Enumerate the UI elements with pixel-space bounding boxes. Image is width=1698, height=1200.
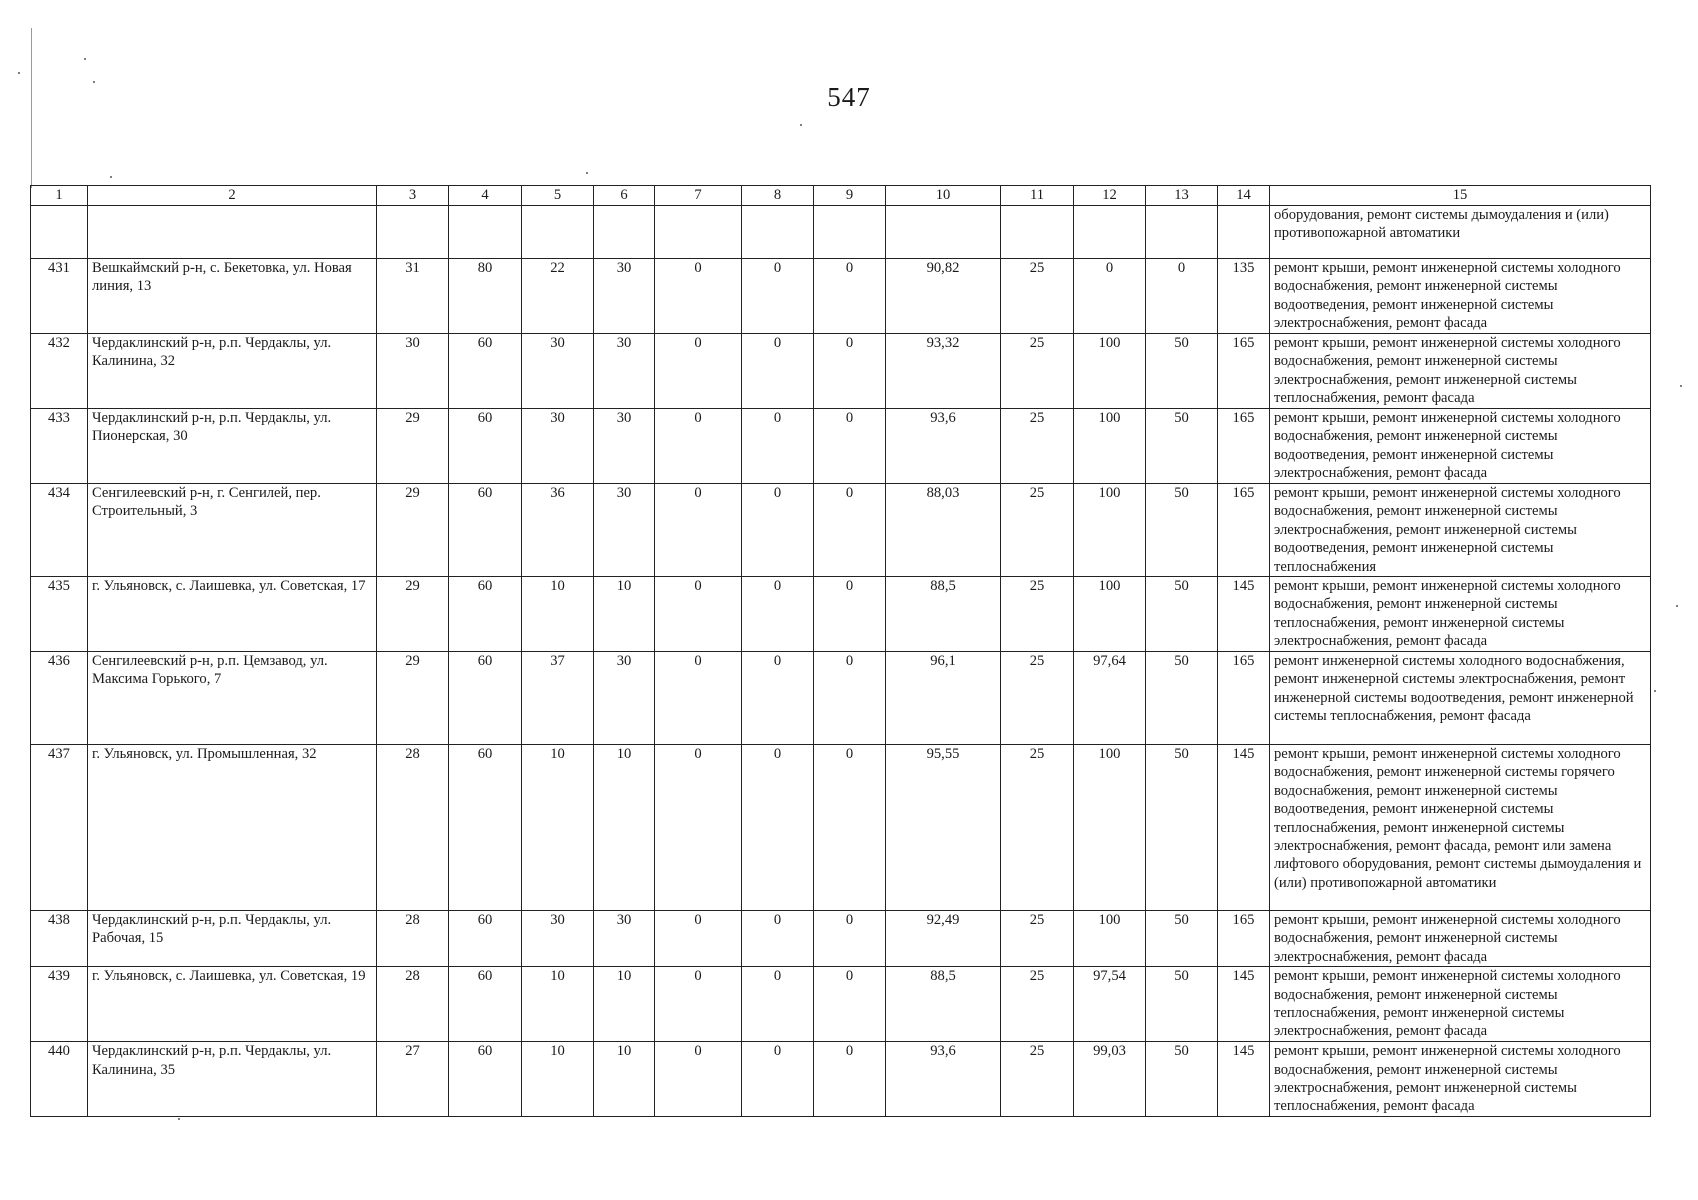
- scan-speck: [1654, 690, 1656, 692]
- value-cell-11: 25: [1001, 334, 1074, 409]
- value-cell-10: 92,49: [886, 911, 1001, 967]
- value-cell-9: 0: [814, 409, 886, 484]
- value-cell-12: 100: [1074, 334, 1146, 409]
- table-row: [31, 409, 1651, 484]
- value-cell-10: 93,32: [886, 334, 1001, 409]
- value-cell-6: 30: [594, 652, 655, 745]
- column-header: 8: [742, 186, 814, 206]
- value-cell-9: 0: [814, 577, 886, 652]
- repair-register-table: [30, 185, 1651, 1117]
- address-cell: Сенгилеевский р-н, г. Сенгилей, пер. Строительный, 3: [88, 484, 377, 577]
- column-header: 5: [522, 186, 594, 206]
- value-cell-9: 0: [814, 911, 886, 967]
- column-header: 9: [814, 186, 886, 206]
- table-row: [31, 484, 1651, 577]
- value-cell-4: 60: [449, 745, 522, 911]
- value-cell-12: 99,03: [1074, 1042, 1146, 1117]
- value-cell-11: 25: [1001, 577, 1074, 652]
- value-cell-4: 60: [449, 911, 522, 967]
- value-cell-6: 10: [594, 967, 655, 1042]
- value-cell-8: 0: [742, 334, 814, 409]
- value-cell-10: 93,6: [886, 1042, 1001, 1117]
- table-row: [31, 911, 1651, 967]
- repair-works-cell: ремонт крыши, ремонт инженерной системы холодного водоснабжения, ремонт инженерной системы водоотведения, ремонт инженерной системы электроснабжения, ремонт фасада: [1270, 259, 1651, 334]
- value-cell-10: 95,55: [886, 745, 1001, 911]
- value-cell-5: 10: [522, 967, 594, 1042]
- value-cell-11: 25: [1001, 911, 1074, 967]
- value-cell-5: 10: [522, 577, 594, 652]
- value-cell-9: 0: [814, 259, 886, 334]
- scan-speck: [800, 124, 802, 126]
- value-cell-12: 100: [1074, 409, 1146, 484]
- scan-speck: [1676, 605, 1678, 607]
- value-cell-13: 50: [1146, 911, 1218, 967]
- value-cell-14: 165: [1218, 652, 1270, 745]
- empty-cell: [886, 206, 1001, 259]
- value-cell-13: 50: [1146, 745, 1218, 911]
- value-cell-9: 0: [814, 745, 886, 911]
- works-continuation-cell: оборудования, ремонт системы дымоудаления и (или) противопожарной автоматики: [1270, 206, 1651, 259]
- value-cell-8: 0: [742, 967, 814, 1042]
- value-cell-12: 97,64: [1074, 652, 1146, 745]
- empty-cell: [814, 206, 886, 259]
- table-row: [31, 334, 1651, 409]
- empty-cell: [1074, 206, 1146, 259]
- column-header: 10: [886, 186, 1001, 206]
- value-cell-9: 0: [814, 967, 886, 1042]
- repair-works-cell: ремонт крыши, ремонт инженерной системы холодного водоснабжения, ремонт инженерной системы электроснабжения, ремонт инженерной системы теплоснабжения, ремонт фасада: [1270, 1042, 1651, 1117]
- repair-works-cell: ремонт крыши, ремонт инженерной системы холодного водоснабжения, ремонт инженерной системы электроснабжения, ремонт инженерной системы водоотведения, ремонт инженерной системы теплоснабжения: [1270, 484, 1651, 577]
- value-cell-4: 60: [449, 1042, 522, 1117]
- repair-works-cell: ремонт крыши, ремонт инженерной системы холодного водоснабжения, ремонт инженерной системы горячего водоснабжения, ремонт инженерной системы водоотведения, ремонт инженерной системы теплоснабжения, ремонт инженерной системы электроснабжения, ремонт фасада, ремонт или замена лифтового оборудования, ремонт системы дымоудаления и (или) противопожарной автоматики: [1270, 745, 1651, 911]
- row-number-cell: 439: [31, 967, 88, 1042]
- value-cell-13: 50: [1146, 409, 1218, 484]
- value-cell-10: 90,82: [886, 259, 1001, 334]
- address-cell: Вешкаймский р-н, с. Бекетовка, ул. Новая линия, 13: [88, 259, 377, 334]
- empty-cell: [88, 206, 377, 259]
- value-cell-14: 145: [1218, 745, 1270, 911]
- row-number-cell: 432: [31, 334, 88, 409]
- value-cell-9: 0: [814, 334, 886, 409]
- repair-works-cell: ремонт крыши, ремонт инженерной системы холодного водоснабжения, ремонт инженерной системы теплоснабжения, ремонт инженерной системы электроснабжения, ремонт фасада: [1270, 967, 1651, 1042]
- empty-cell: [522, 206, 594, 259]
- value-cell-13: 50: [1146, 577, 1218, 652]
- value-cell-11: 25: [1001, 1042, 1074, 1117]
- value-cell-5: 10: [522, 745, 594, 911]
- row-number-cell: 433: [31, 409, 88, 484]
- value-cell-4: 60: [449, 484, 522, 577]
- value-cell-9: 0: [814, 484, 886, 577]
- value-cell-3: 27: [377, 1042, 449, 1117]
- value-cell-4: 60: [449, 967, 522, 1042]
- value-cell-12: 100: [1074, 484, 1146, 577]
- value-cell-8: 0: [742, 911, 814, 967]
- value-cell-10: 96,1: [886, 652, 1001, 745]
- address-cell: Сенгилеевский р-н, р.п. Цемзавод, ул. Максима Горького, 7: [88, 652, 377, 745]
- value-cell-3: 28: [377, 967, 449, 1042]
- address-cell: г. Ульяновск, ул. Промышленная, 32: [88, 745, 377, 911]
- value-cell-10: 88,5: [886, 967, 1001, 1042]
- value-cell-10: 88,03: [886, 484, 1001, 577]
- scan-speck: [1680, 385, 1682, 387]
- page-number: 547: [827, 82, 871, 112]
- value-cell-8: 0: [742, 577, 814, 652]
- row-number-cell: 437: [31, 745, 88, 911]
- value-cell-5: 30: [522, 334, 594, 409]
- address-cell: Чердаклинский р-н, р.п. Чердаклы, ул. Калинина, 32: [88, 334, 377, 409]
- value-cell-14: 165: [1218, 334, 1270, 409]
- table-row: [31, 1042, 1651, 1117]
- value-cell-11: 25: [1001, 259, 1074, 334]
- scan-speck: [18, 72, 20, 74]
- address-cell: г. Ульяновск, с. Лаишевка, ул. Советская, 17: [88, 577, 377, 652]
- value-cell-7: 0: [655, 334, 742, 409]
- empty-cell: [449, 206, 522, 259]
- empty-cell: [594, 206, 655, 259]
- value-cell-12: 100: [1074, 911, 1146, 967]
- value-cell-7: 0: [655, 911, 742, 967]
- value-cell-3: 29: [377, 409, 449, 484]
- value-cell-8: 0: [742, 745, 814, 911]
- row-number-cell: 435: [31, 577, 88, 652]
- row-number-cell: 431: [31, 259, 88, 334]
- scan-speck: [586, 172, 588, 174]
- value-cell-7: 0: [655, 745, 742, 911]
- continuation-row: [31, 206, 1651, 259]
- value-cell-13: 50: [1146, 484, 1218, 577]
- value-cell-10: 93,6: [886, 409, 1001, 484]
- value-cell-6: 30: [594, 911, 655, 967]
- column-header: 4: [449, 186, 522, 206]
- repair-works-cell: ремонт крыши, ремонт инженерной системы холодного водоснабжения, ремонт инженерной системы электроснабжения, ремонт фасада: [1270, 911, 1651, 967]
- address-cell: Чердаклинский р-н, р.п. Чердаклы, ул. Калинина, 35: [88, 1042, 377, 1117]
- repair-works-cell: ремонт крыши, ремонт инженерной системы холодного водоснабжения, ремонт инженерной системы водоотведения, ремонт инженерной системы электроснабжения, ремонт фасада: [1270, 409, 1651, 484]
- repair-works-cell: ремонт крыши, ремонт инженерной системы холодного водоснабжения, ремонт инженерной системы теплоснабжения, ремонт инженерной системы электроснабжения, ремонт фасада: [1270, 577, 1651, 652]
- value-cell-7: 0: [655, 1042, 742, 1117]
- value-cell-3: 29: [377, 652, 449, 745]
- value-cell-10: 88,5: [886, 577, 1001, 652]
- value-cell-7: 0: [655, 409, 742, 484]
- value-cell-3: 30: [377, 334, 449, 409]
- value-cell-8: 0: [742, 259, 814, 334]
- row-number-cell: 438: [31, 911, 88, 967]
- column-header: 1: [31, 186, 88, 206]
- address-cell: Чердаклинский р-н, р.п. Чердаклы, ул. Рабочая, 15: [88, 911, 377, 967]
- value-cell-7: 0: [655, 259, 742, 334]
- column-header: 3: [377, 186, 449, 206]
- value-cell-3: 28: [377, 911, 449, 967]
- value-cell-13: 50: [1146, 334, 1218, 409]
- value-cell-3: 28: [377, 745, 449, 911]
- value-cell-7: 0: [655, 652, 742, 745]
- value-cell-13: 0: [1146, 259, 1218, 334]
- value-cell-11: 25: [1001, 745, 1074, 911]
- empty-cell: [377, 206, 449, 259]
- value-cell-14: 145: [1218, 1042, 1270, 1117]
- value-cell-3: 29: [377, 484, 449, 577]
- column-header: 14: [1218, 186, 1270, 206]
- table-row: [31, 745, 1651, 911]
- value-cell-6: 30: [594, 259, 655, 334]
- value-cell-3: 31: [377, 259, 449, 334]
- value-cell-9: 0: [814, 652, 886, 745]
- value-cell-8: 0: [742, 1042, 814, 1117]
- value-cell-11: 25: [1001, 409, 1074, 484]
- column-header: 13: [1146, 186, 1218, 206]
- value-cell-5: 30: [522, 911, 594, 967]
- table-row: [31, 967, 1651, 1042]
- value-cell-6: 30: [594, 334, 655, 409]
- scan-speck: [110, 176, 112, 178]
- table-row: [31, 652, 1651, 745]
- repair-works-cell: ремонт инженерной системы холодного водоснабжения, ремонт инженерной системы электроснабжения, ремонт инженерной системы водоотведения, ремонт инженерной системы теплоснабжения, ремонт фасада: [1270, 652, 1651, 745]
- value-cell-12: 100: [1074, 745, 1146, 911]
- value-cell-4: 60: [449, 652, 522, 745]
- value-cell-14: 145: [1218, 967, 1270, 1042]
- value-cell-4: 80: [449, 259, 522, 334]
- repair-works-cell: ремонт крыши, ремонт инженерной системы холодного водоснабжения, ремонт инженерной системы электроснабжения, ремонт инженерной системы теплоснабжения, ремонт фасада: [1270, 334, 1651, 409]
- column-header: 2: [88, 186, 377, 206]
- value-cell-6: 10: [594, 577, 655, 652]
- value-cell-13: 50: [1146, 652, 1218, 745]
- value-cell-14: 165: [1218, 484, 1270, 577]
- value-cell-5: 37: [522, 652, 594, 745]
- value-cell-12: 100: [1074, 577, 1146, 652]
- value-cell-14: 165: [1218, 409, 1270, 484]
- column-number-row: [31, 186, 1651, 206]
- value-cell-6: 10: [594, 745, 655, 911]
- value-cell-6: 30: [594, 484, 655, 577]
- table-row: [31, 259, 1651, 334]
- value-cell-5: 22: [522, 259, 594, 334]
- column-header: 6: [594, 186, 655, 206]
- value-cell-8: 0: [742, 484, 814, 577]
- column-header: 15: [1270, 186, 1651, 206]
- column-header: 11: [1001, 186, 1074, 206]
- value-cell-14: 145: [1218, 577, 1270, 652]
- address-cell: г. Ульяновск, с. Лаишевка, ул. Советская, 19: [88, 967, 377, 1042]
- value-cell-6: 30: [594, 409, 655, 484]
- value-cell-12: 97,54: [1074, 967, 1146, 1042]
- scan-speck: [178, 1118, 180, 1120]
- address-cell: Чердаклинский р-н, р.п. Чердаклы, ул. Пионерская, 30: [88, 409, 377, 484]
- value-cell-7: 0: [655, 577, 742, 652]
- value-cell-8: 0: [742, 652, 814, 745]
- empty-cell: [1001, 206, 1074, 259]
- row-number-cell: 440: [31, 1042, 88, 1117]
- value-cell-14: 135: [1218, 259, 1270, 334]
- value-cell-11: 25: [1001, 652, 1074, 745]
- empty-cell: [1146, 206, 1218, 259]
- value-cell-11: 25: [1001, 484, 1074, 577]
- value-cell-3: 29: [377, 577, 449, 652]
- empty-cell: [1218, 206, 1270, 259]
- empty-cell: [742, 206, 814, 259]
- value-cell-4: 60: [449, 409, 522, 484]
- value-cell-6: 10: [594, 1042, 655, 1117]
- value-cell-13: 50: [1146, 1042, 1218, 1117]
- value-cell-4: 60: [449, 334, 522, 409]
- value-cell-5: 36: [522, 484, 594, 577]
- value-cell-13: 50: [1146, 967, 1218, 1042]
- value-cell-7: 0: [655, 484, 742, 577]
- value-cell-14: 165: [1218, 911, 1270, 967]
- value-cell-5: 30: [522, 409, 594, 484]
- value-cell-12: 0: [1074, 259, 1146, 334]
- column-header: 12: [1074, 186, 1146, 206]
- scan-speck: [84, 58, 86, 60]
- column-header: 7: [655, 186, 742, 206]
- value-cell-11: 25: [1001, 967, 1074, 1042]
- row-number-cell: 434: [31, 484, 88, 577]
- table-row: [31, 577, 1651, 652]
- empty-cell: [31, 206, 88, 259]
- row-number-cell: 436: [31, 652, 88, 745]
- value-cell-5: 10: [522, 1042, 594, 1117]
- value-cell-4: 60: [449, 577, 522, 652]
- empty-cell: [655, 206, 742, 259]
- value-cell-9: 0: [814, 1042, 886, 1117]
- value-cell-7: 0: [655, 967, 742, 1042]
- value-cell-8: 0: [742, 409, 814, 484]
